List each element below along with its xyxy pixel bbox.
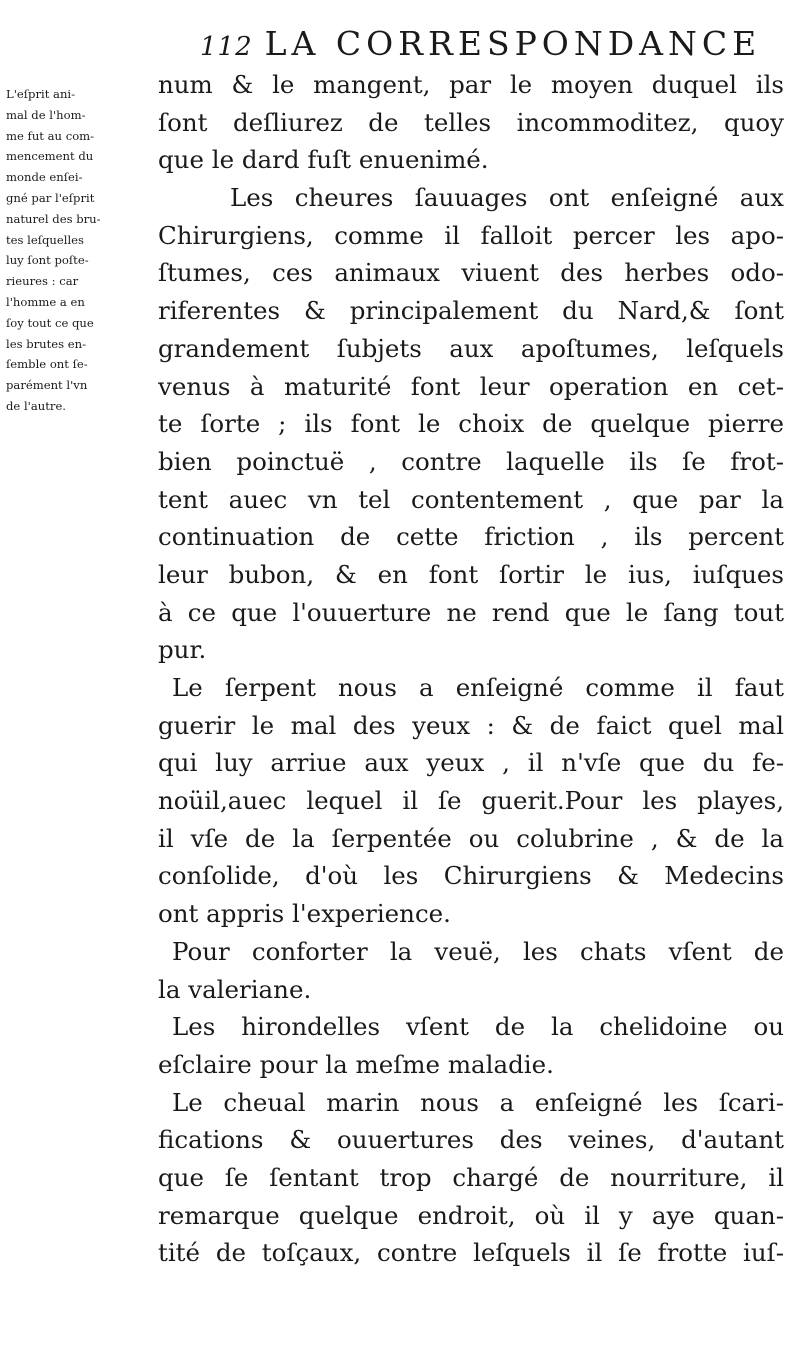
text-line: grandement ſubjets aux apoſtumes, leſquels — [158, 333, 784, 363]
text-line: à ce que l'ouuerture ne rend que le ſang tout — [158, 597, 784, 627]
margin-note-line: naturel des bru- — [6, 211, 101, 226]
text-line: la valeriane. — [158, 974, 312, 1004]
text-line: que le dard fuſt enuenimé. — [158, 145, 489, 175]
margin-note-line: les brutes en- — [6, 336, 87, 351]
text-line: tité de toſçaux, contre leſquels il ſe frotte iuſ- — [158, 1238, 784, 1268]
margin-note-line: mencement du — [6, 149, 94, 164]
margin-note-line: me fut au com- — [6, 128, 95, 143]
text-line: leur bubon, & en font ſortir le ius, iuſques — [158, 559, 784, 589]
margin-note-line: gné par l'eſprit — [6, 190, 95, 205]
margin-note-line: ſoy tout ce que — [6, 315, 94, 330]
text-line: Chirurgiens, comme il falloit percer les apo- — [158, 220, 784, 250]
margin-note-line: L'eſprit ani- — [6, 87, 76, 101]
text-line: noüil,auec lequel il ſe guerit.Pour les playes, — [158, 786, 784, 816]
paragraph-start-line: Le cheual marin nous a enſeigné les ſcari- — [172, 1087, 784, 1117]
body-text — [158, 66, 784, 1272]
margin-note-line: monde enſei- — [6, 170, 83, 185]
margin-note-line: rieures : car — [6, 274, 79, 289]
text-line: que ſe ſentant trop chargé de nourriture, il — [158, 1162, 784, 1192]
text-line: conſolide, d'où les Chirurgiens & Medecins — [158, 861, 784, 891]
text-line: remarque quelque endroit, où il y aye quan- — [158, 1200, 784, 1230]
text-line: ſont deſliurez de telles incommoditez, quoy — [158, 107, 784, 137]
text-line: te ſorte ; ils font le choix de quelque pierre — [158, 409, 784, 439]
text-line: il vſe de la ſerpentée ou colubrine , & de la — [158, 823, 784, 853]
text-line: fications & ouuertures des veines, d'autant — [158, 1125, 784, 1155]
margin-note-line: de l'autre. — [6, 398, 66, 413]
text-line: ont appris l'experience. — [158, 899, 451, 929]
text-line: eſclaire pour la meſme maladie. — [158, 1049, 554, 1079]
text-line: riferentes & principalement du Nard,& ſont — [158, 296, 784, 326]
paragraph-start-line: Les cheures ſauuages ont enſeigné aux — [230, 183, 784, 213]
margin-note-line: tes leſquelles — [6, 232, 84, 247]
text-line: qui luy arriue aux yeux , il n'vſe que du fe- — [158, 748, 784, 778]
margin-note-line: luy ſont poſte- — [6, 253, 89, 268]
text-line: bien poinctuë , contre laquelle ils ſe frot- — [158, 446, 784, 476]
text-line: tent auec vn tel contentement , que par la — [158, 484, 784, 514]
paragraph-start-line: Le ſerpent nous a enſeigné comme il faut — [172, 673, 784, 702]
page-number: 112 — [200, 32, 253, 62]
margin-note-line: l'homme a en — [6, 294, 85, 309]
text-line: venus à maturité font leur operation en cet- — [158, 371, 784, 401]
text-line: guerir le mal des yeux : & de faict quel mal — [158, 710, 784, 740]
paragraph-start-line: Pour conforter la veuë, les chats vſent de — [172, 936, 784, 966]
paragraph-start-line: Les hirondelles vſent de la chelidoine ou — [172, 1012, 784, 1042]
text-line: ſtumes, ces animaux viuent des herbes odo- — [158, 258, 784, 288]
margin-note-line: ſemble ont ſe- — [6, 357, 88, 372]
running-title: LA CORRESPONDANCE — [264, 24, 762, 63]
margin-note — [6, 84, 152, 417]
text-line: pur. — [158, 635, 207, 665]
text-line: continuation de cette friction , ils percent — [158, 522, 784, 552]
margin-note-line: mal de l'hom- — [6, 107, 86, 122]
margin-note-line: parément l'vn — [6, 378, 88, 393]
text-line: num & le mangent, par le moyen duquel ils — [158, 70, 784, 99]
